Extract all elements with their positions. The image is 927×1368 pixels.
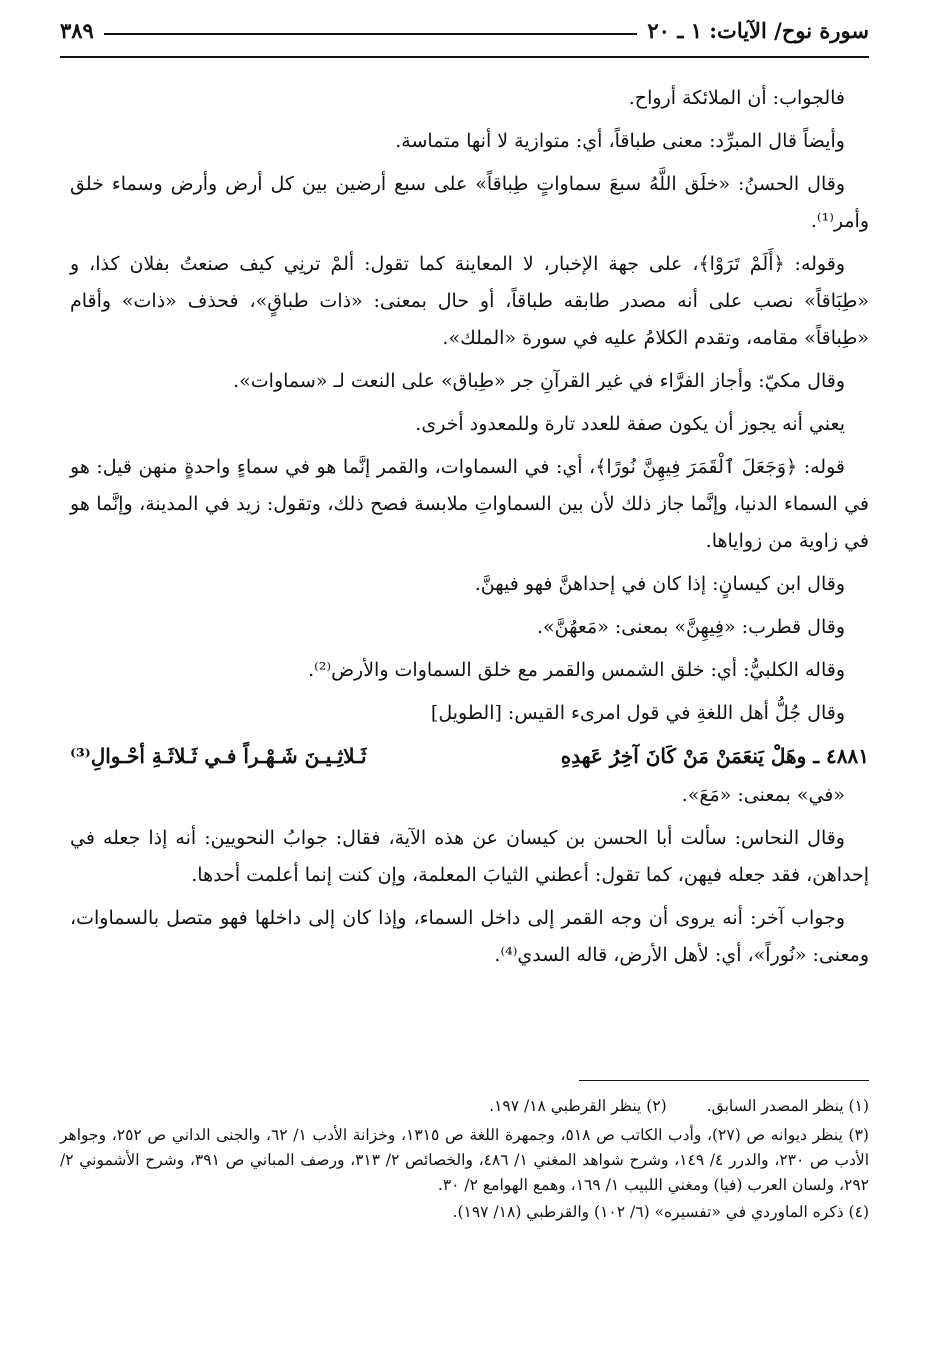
verse-second-hemistich: ثَـلاثِـيـنَ شَـهْـراً فـي ثَـلاثَـةِ أحْـوالِ⁽³⁾: [70, 744, 367, 768]
header-title: سورة نوح/ الآيات: ١ ـ ٢٠: [647, 17, 869, 43]
paragraph: وقال مكيّ: وأجاز الفرَّاء في غير القرآنِ جر «طِباق» على النعت لـ «سماوات».: [233, 370, 845, 392]
footnote-1: (١) ينظر المصدر السابق.: [706, 1097, 869, 1115]
paragraph: وقاله الكلبيُّ: أي: خلق الشمس والقمر مع خلق السماوات والأرض⁽²⁾.: [308, 659, 845, 681]
footnote-4: (٤) ذكره الماوردي في «تفسيره» (٦/ ١٠٢) والقرطبي (١٨/ ١٩٧).: [452, 1203, 869, 1221]
paragraph: وجواب آخر: أنه يروى أن وجه القمر إلى داخل السماء، وإذا كان إلى داخلها فهو متصل بالسماوات، ومعنى: «نُوراً»، أي: لأهل الأرض، قاله السدي⁽⁴⁾.: [70, 907, 869, 966]
paragraph: وأيضاً قال المبرِّد: معنى طباقاً، أي: متوازية لا أنها متماسة.: [395, 130, 845, 152]
paragraph: وقال جُلُّ أهل اللغةِ في قول امرىء القيس: [الطويل]: [430, 702, 845, 724]
paragraph: وقال ابن كيسانٍ: إذا كان في إحداهنَّ فهو فيهنَّ.: [474, 573, 845, 595]
page-number: ٣٨٩: [60, 17, 94, 43]
paragraph: قوله: ﴿وَجَعَلَ ٱلْقَمَرَ فِيهِنَّ نُورًا﴾، أي: في السماوات، والقمر إنَّما هو في سماءٍ واحدةٍ منهن قيل: هو في السماء الدنيا، وإنَّما جاز ذلك لأن بين السماواتِ ملابسة فصح ذلك، وتقول: زيد في المدينة، وإنَّما هو في زاوية من زواياها.: [70, 456, 869, 552]
footnote-separator: [579, 1080, 869, 1081]
footnote-2: (٢) ينظر القرطبي ١٨/ ١٩٧.: [489, 1097, 667, 1115]
header-leader-line: [104, 33, 638, 35]
paragraph: وقوله: ﴿أَلَمْ تَرَوْا﴾، على جهة الإخبار، لا المعاينة كما تقول: ألمْ ترنِي كيف صنعتُ بفلان كذا، و «طِبَاقاً» نصب على أنه مصدر طابقه طباقاً، أو حال بمعنى: «ذات طباقٍ»، فحذف «ذات» وأقام «طِباقاً» مقامه، وتقدم الكلامُ عليه في سورة «الملك».: [70, 253, 869, 349]
main-text: [70, 80, 869, 980]
paragraph: وقال النحاس: سألت أبا الحسن بن كيسان عن هذه الآية، فقال: جوابُ النحويين: أنه إذا جعله في إحداهن، فقد جعله فيهن، كما تقول: أعطني الثيابَ المعلمة، وإن كنت إنما أعلمت أحدها.: [70, 827, 869, 886]
footnote-row: [60, 1092, 869, 1121]
paragraph: «في» بمعنى: «مَعَ».: [681, 784, 845, 806]
paragraph: فالجواب: أن الملائكة أرواح.: [628, 87, 845, 109]
paragraph: وقال قطرب: «فِيهِنَّ» بمعنى: «مَعهُنَّ».: [537, 616, 845, 638]
footnotes: [60, 1092, 869, 1227]
footnote-3: (٣) ينظر ديوانه ص (٢٧)، وأدب الكاتب ص ٥١٨، وجمهرة اللغة ص ١٣١٥، وخزانة الأدب ١/ ٦٢، والجنى الداني ص ٢٥٢، وجواهر الأدب ص ٢٣٠، والدرر ٤/ ١٤٩، وشرح شواهد المغني ١/ ٤٨٦، والخصائص ٢/ ٣١٣، ورصف المباني ص ٣٩١، وشرح الأشموني ٢/ ٢٩٢، ولسان العرب (فيا) ومغني اللبيب ١/ ١٦٩، وهمع الهوامع ٢/ ٣٠.: [60, 1126, 870, 1194]
poetry-verse: [70, 738, 869, 775]
paragraph: وقال الحسنُ: «خلَق اللَّهُ سبعَ سماواتٍ طِباقاً» على سبع أرضين بين كل أرض وأرض وسماء خلق وأمر⁽¹⁾.: [70, 173, 869, 232]
paragraph: يعني أنه يجوز أن يكون صفة للعدد تارة وللمعدود أخرى.: [415, 413, 845, 435]
running-header: [60, 10, 869, 50]
header-rule: [60, 56, 869, 58]
verse-first-hemistich: ٤٨٨١ ـ وهَلْ يَنعَمَنْ مَنْ كَانَ آخِرُ عَهدِهِ: [560, 744, 869, 768]
